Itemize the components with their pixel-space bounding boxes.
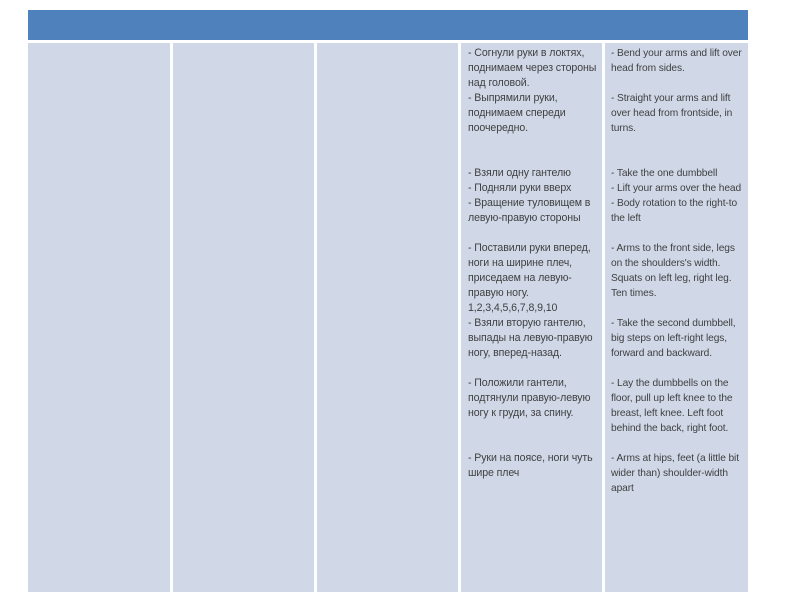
ru-step: - Вращение туловищем в левую-правую стороны	[468, 197, 591, 224]
en-step: - Straight your arms and lift over head from frontside, in turns.	[611, 93, 733, 134]
empty-cell-2	[173, 43, 314, 592]
ru-step: - Подняли руки вверх	[468, 182, 572, 194]
en-step: - Take the one dumbbell	[611, 168, 718, 179]
exercise-table	[28, 10, 748, 592]
empty-cell-1	[28, 43, 170, 592]
en-step: - Bend your arms and lift over head from sides.	[611, 48, 742, 74]
en-step: - Body rotation to the right-to the left	[611, 198, 738, 224]
ru-step: - Взяли вторую гантелю, выпады на левую-правую ногу, вперед-назад.	[468, 317, 593, 359]
en-step: - Arms to the front side, legs on the shoulders's width. Squats on left leg, right leg. Ten times.	[611, 243, 735, 299]
ru-step: - Выпрямили руки, поднимаем спереди поочередно.	[468, 92, 566, 134]
english-instructions-cell	[605, 43, 748, 592]
ru-step: - Положили гантели, подтянули правую-левую ногу к груди, за спину.	[468, 377, 591, 419]
ru-step: - Взяли одну гантелю	[468, 167, 571, 179]
en-step: - Take the second dumbbell, big steps on left-right legs, forward and backward.	[611, 318, 736, 359]
table-header-row	[28, 10, 748, 40]
en-step: - Arms at hips, feet (a little bit wider than) shoulder-width apart	[611, 453, 739, 494]
en-step: - Lift your arms over the head	[611, 183, 742, 194]
ru-step: - Поставили руки вперед, ноги на ширине плеч, приседаем на левую-правую ногу. 1,2,3,4,5,6,7,8,9,10	[468, 242, 591, 314]
empty-cell-3	[317, 43, 458, 592]
en-step: - Lay the dumbbells on the floor, pull up left knee to the breast, left knee. Left foot behind the back, right foot.	[611, 378, 733, 434]
russian-instructions-cell	[461, 43, 602, 592]
ru-step: - Руки на поясе, ноги чуть шире плеч	[468, 452, 593, 479]
ru-step: - Согнули руки в локтях, поднимаем через стороны над головой.	[468, 47, 597, 89]
